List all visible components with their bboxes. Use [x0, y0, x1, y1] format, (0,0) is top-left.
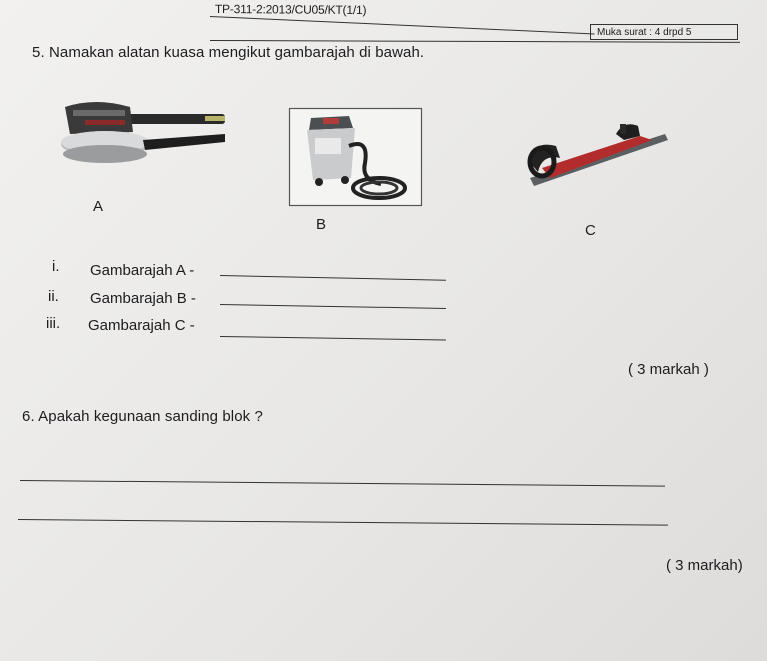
answer-line-ii[interactable] [220, 304, 446, 309]
q5-marks: ( 3 markah ) [628, 361, 709, 378]
item-iii-text: Gambarajah C - [88, 317, 195, 334]
answer-line-iii[interactable] [220, 336, 446, 341]
item-iii-number: iii. [46, 315, 61, 332]
question-6-text: 6. Apakah kegunaan sanding blok ? [22, 408, 263, 425]
answer-line-6b[interactable] [18, 519, 668, 526]
sanding-block-image [520, 118, 670, 190]
q6-marks: ( 3 markah) [666, 557, 743, 574]
label-b: B [316, 216, 327, 233]
document-code: TP-311-2:2013/CU05/KT(1/1) [214, 2, 367, 18]
item-ii-number: ii. [48, 288, 59, 305]
vacuum-cleaner-image [289, 108, 422, 206]
orbital-sander-image [55, 92, 230, 182]
answer-line-6a[interactable] [20, 480, 665, 487]
item-i-text: Gambarajah A - [90, 262, 195, 279]
item-ii-text: Gambarajah B - [90, 290, 196, 307]
label-c: C [585, 222, 596, 239]
item-i-number: i. [52, 258, 60, 275]
label-a: A [93, 198, 104, 215]
page-number-box: Muka surat : 4 drpd 5 [590, 24, 738, 40]
header-divider [210, 16, 595, 34]
question-5-text: 5. Namakan alatan kuasa mengikut gambarajah di bawah. [32, 44, 425, 61]
answer-line-i[interactable] [220, 275, 446, 281]
